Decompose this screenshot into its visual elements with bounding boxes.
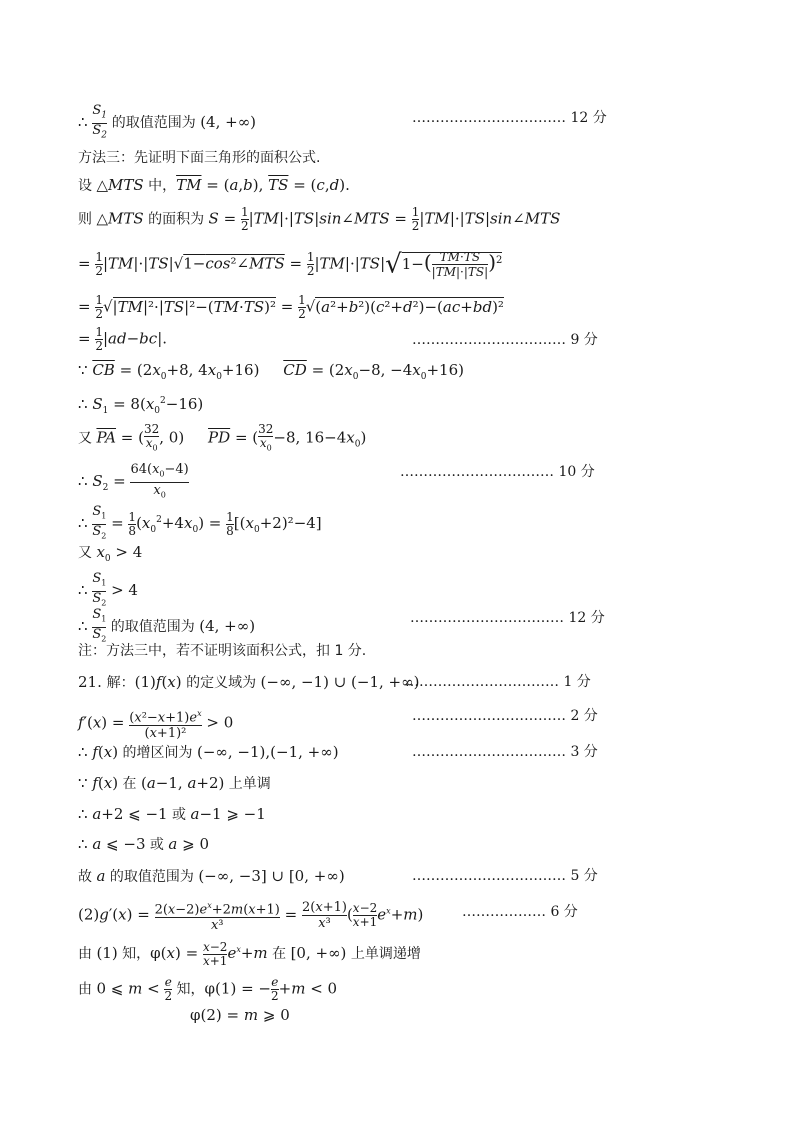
- note-method-three: 注：方法三中，若不证明该面积公式，扣 1 分.: [78, 643, 367, 659]
- triangle-setup: 设 △MTS 中，$\overline{TM} = (a,b)$, $\overline{TS} = (c,d)$.: [78, 176, 350, 194]
- score-3: …………………………… 3 分: [412, 744, 598, 760]
- q21-domain: 21. 解：(1)f(x) 的定义域为 (−∞, −1) ∪ (−1, +∞): [78, 673, 420, 691]
- area-formula-result: = $\frac{1}{2}$ |ad−bc|.: [78, 325, 168, 353]
- range-conclusion-1: ∴ $\frac{S_1}{S_2}$ 的取值范围为 (4, +∞): [78, 103, 257, 141]
- vectors-cb-cd: ∵ $\overline{CB} = (2x_0+8$, $4x_0+16$) $\overline{CD} = (2x_0-8$, $-4x_0+16$): [78, 361, 464, 382]
- score-2: …………………………… 2 分: [412, 708, 598, 724]
- increasing-interval: ∴ f(x) 的增区间为 (−∞, −1),(−1, +∞): [78, 743, 339, 761]
- method-three-heading: 方法三：先证明下面三角形的面积公式.: [78, 150, 321, 166]
- score-10: …………………………… 10 分: [400, 464, 595, 480]
- score-9: …………………………… 9 分: [412, 332, 598, 348]
- phi-1: 由 0 ⩽ m < $\frac{e}{2}$ 知，φ(1) = − $\frac{e}{2}$ +m < 0: [78, 975, 338, 1003]
- range-conclusion-2: ∴ $\frac{S_1}{S_2}$ 的取值范围为 (4, +∞): [78, 607, 256, 644]
- a-solution: ∴ a ⩽ −3 或 a ⩾ 0: [78, 835, 209, 853]
- a-inequalities: ∴ a+2 ⩽ −1 或 a−1 ⩾ −1: [78, 805, 266, 823]
- a-range: 故 a 的取值范围为 (−∞, −3] ∪ [0, +∞): [78, 867, 345, 885]
- monotone-condition: ∵ f(x) 在 (a−1, a+2) 上单调: [78, 774, 271, 792]
- derivative-g: (2)g′(x) = $\frac{2(x-2)e^x+2m(x+1)}{\text{x³}}$ = $\frac{2(x+1)}{\text{x³}}$ ( $\frac{x-2}{x+1}$ $e^x+m$): [78, 898, 423, 933]
- s1-value: ∴ $S_1 = 8(x_0^2-16)$: [78, 395, 204, 416]
- score-5: …………………………… 5 分: [412, 868, 598, 884]
- area-formula-line-2: = $\frac{1}{2}$ |TM|·|TS|√1−cos²∠MTS = $\frac{1}{2}$ |TM|·|TS|√1−( $\frac{TM\cdot TS}{|TM|\cdot|TS|}$ )$^2$: [78, 249, 503, 280]
- x0-condition: 又 $x_0 > 4$: [78, 543, 143, 564]
- score-12-b: …………………………… 12 分: [410, 610, 605, 626]
- derivative-f: f′(x) = $\frac{(x^2-x+1)e^x}{\text{(x+1)²}}$ > 0: [78, 706, 233, 741]
- ratio-greater-4: ∴ $\frac{S_1}{S_2}$ > 4: [78, 571, 138, 608]
- score-12-a: …………………………… 12 分: [412, 110, 607, 126]
- vectors-pa-pd: 又 $\overline{PA}$ = ( $\frac{32}{x_0}$ , 0) $\overline{PD}$ = ( $\frac{32}{x_0}$ −8, $16-4x_0$): [78, 422, 367, 453]
- ratio-expression: ∴ $\frac{S_1}{S_2}$ = $\frac{1}{8}$ $(x_0^2+4x_0)$ = $\frac{1}{8}$ $[(x_0+2)^2-4]$: [78, 504, 322, 541]
- phi-2: φ(2) = m ⩾ 0: [190, 1006, 290, 1024]
- score-6: ……………… 6 分: [462, 904, 578, 920]
- score-1: …………………………… 1 分: [405, 674, 591, 690]
- s2-value: ∴ $S_2$ = $\frac{64(x_0-4)}{x_0}$: [78, 462, 189, 500]
- phi-monotone: 由 (1) 知，φ(x) = $\frac{x-2}{x+1}$ $e^x+m$ 在 [0, +∞) 上单调递增: [78, 939, 421, 968]
- area-formula-line-3: = $\frac{1}{2}$ √|TM|²·|TS|²−(TM·TS)² = $\frac{1}{2}$ √(a²+b²)(c²+d²)−(ac+bd)²: [78, 293, 504, 321]
- area-formula-line-1: 则 △MTS 的面积为 S = $\frac{1}{2}$ |TM|·|TS|sin∠MTS = $\frac{1}{2}$ |TM|·|TS|sin∠MTS: [78, 205, 561, 233]
